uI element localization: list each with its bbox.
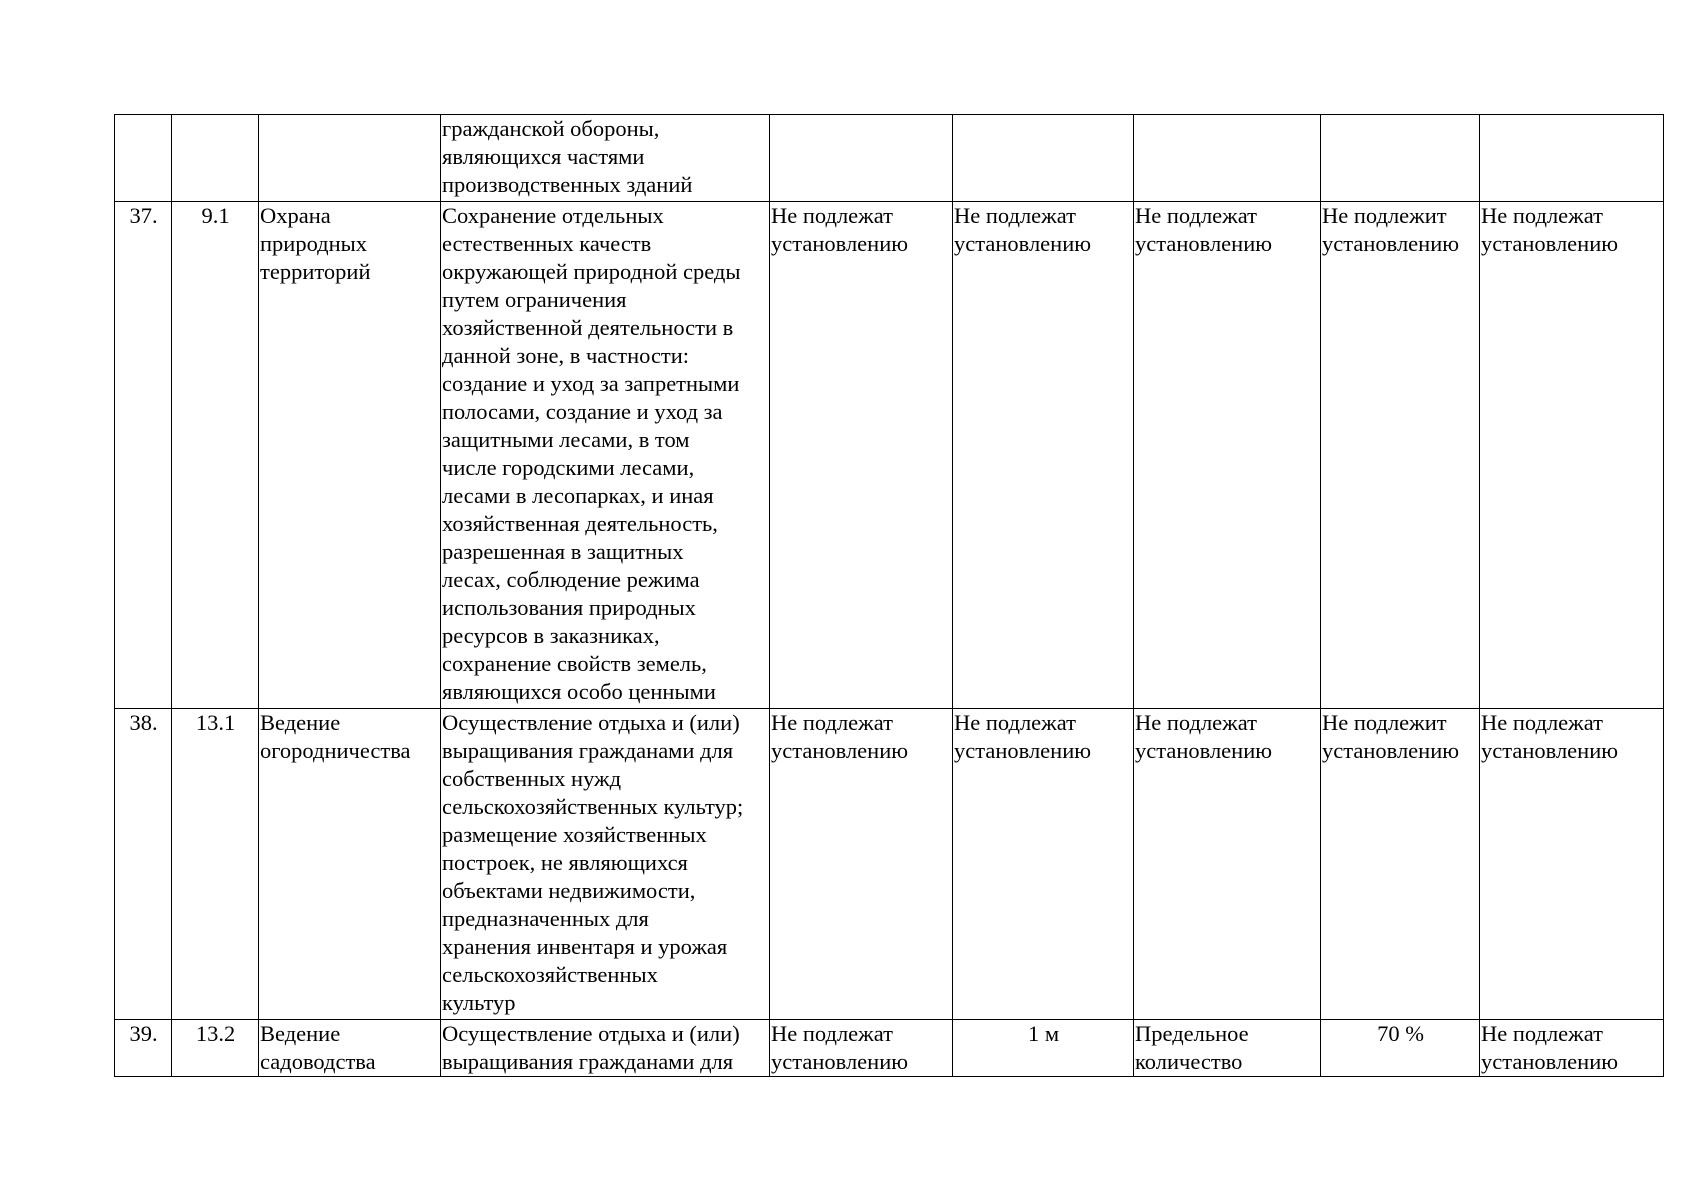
parameter-cell: Не подлежат установлению (1134, 202, 1321, 709)
parameter-cell: Не подлежит установлению (1321, 709, 1480, 1020)
parameter-cell: Не подлежат установлению (770, 1020, 953, 1077)
table-row (115, 709, 1664, 1020)
land-use-regulations-table (114, 114, 1664, 1077)
parameter-cell (1480, 115, 1664, 202)
parameter-cell: 70 % (1321, 1020, 1480, 1077)
document-page (114, 114, 1663, 1077)
parameter-cell: Не подлежат установлению (1134, 709, 1321, 1020)
table-row (115, 115, 1664, 202)
use-code-cell: 13.1 (172, 709, 259, 1020)
parameter-cell: Предельное количество (1134, 1020, 1321, 1077)
parameter-cell: Не подлежат установлению (953, 202, 1134, 709)
parameter-cell: Не подлежат установлению (953, 709, 1134, 1020)
parameter-cell: Не подлежат установлению (770, 709, 953, 1020)
parameter-cell (953, 115, 1134, 202)
parameter-cell: Не подлежат установлению (1480, 202, 1664, 709)
use-name-cell: Ведение садоводства (259, 1020, 441, 1077)
parameter-cell (770, 115, 953, 202)
parameter-cell: Не подлежит установлению (1321, 202, 1480, 709)
row-number-cell (115, 115, 172, 202)
parameter-cell: Не подлежат установлению (1480, 709, 1664, 1020)
parameter-cell (1321, 115, 1480, 202)
use-name-cell (259, 115, 441, 202)
use-code-cell: 13.2 (172, 1020, 259, 1077)
parameter-cell: 1 м (953, 1020, 1134, 1077)
row-number-cell: 39. (115, 1020, 172, 1077)
use-name-cell: Охрана природных территорий (259, 202, 441, 709)
parameter-cell: Не подлежат установлению (770, 202, 953, 709)
use-description-cell: Осуществление отдыха и (или) выращивания гражданами для собственных нужд сельскохозяйственных культур; размещение хозяйственных построек, не являющихся объектами недвижимости, предназначенных для хранения инвентаря и урожая сельскохозяйственных культур (441, 709, 770, 1020)
use-name-cell: Ведение огородничества (259, 709, 441, 1020)
table-row (115, 1020, 1664, 1077)
row-number-cell: 38. (115, 709, 172, 1020)
row-number-cell: 37. (115, 202, 172, 709)
parameter-cell (1134, 115, 1321, 202)
parameter-cell: Не подлежат установлению (1480, 1020, 1664, 1077)
table-row (115, 202, 1664, 709)
use-description-cell: Сохранение отдельных естественных качеств окружающей природной среды путем ограничения хозяйственной деятельности в данной зоне, в частности: создание и уход за запретными полосами, создание и уход за защитными лесами, в том числе городскими лесами, лесами в лесопарках, и иная хозяйственная деятельность, разрешенная в защитных лесах, соблюдение режима использования природных ресурсов в заказниках, сохранение свойств земель, являющихся особо ценными (441, 202, 770, 709)
use-code-cell (172, 115, 259, 202)
use-code-cell: 9.1 (172, 202, 259, 709)
use-description-cell: гражданской обороны, являющихся частями производственных зданий (441, 115, 770, 202)
use-description-cell: Осуществление отдыха и (или) выращивания гражданами для (441, 1020, 770, 1077)
